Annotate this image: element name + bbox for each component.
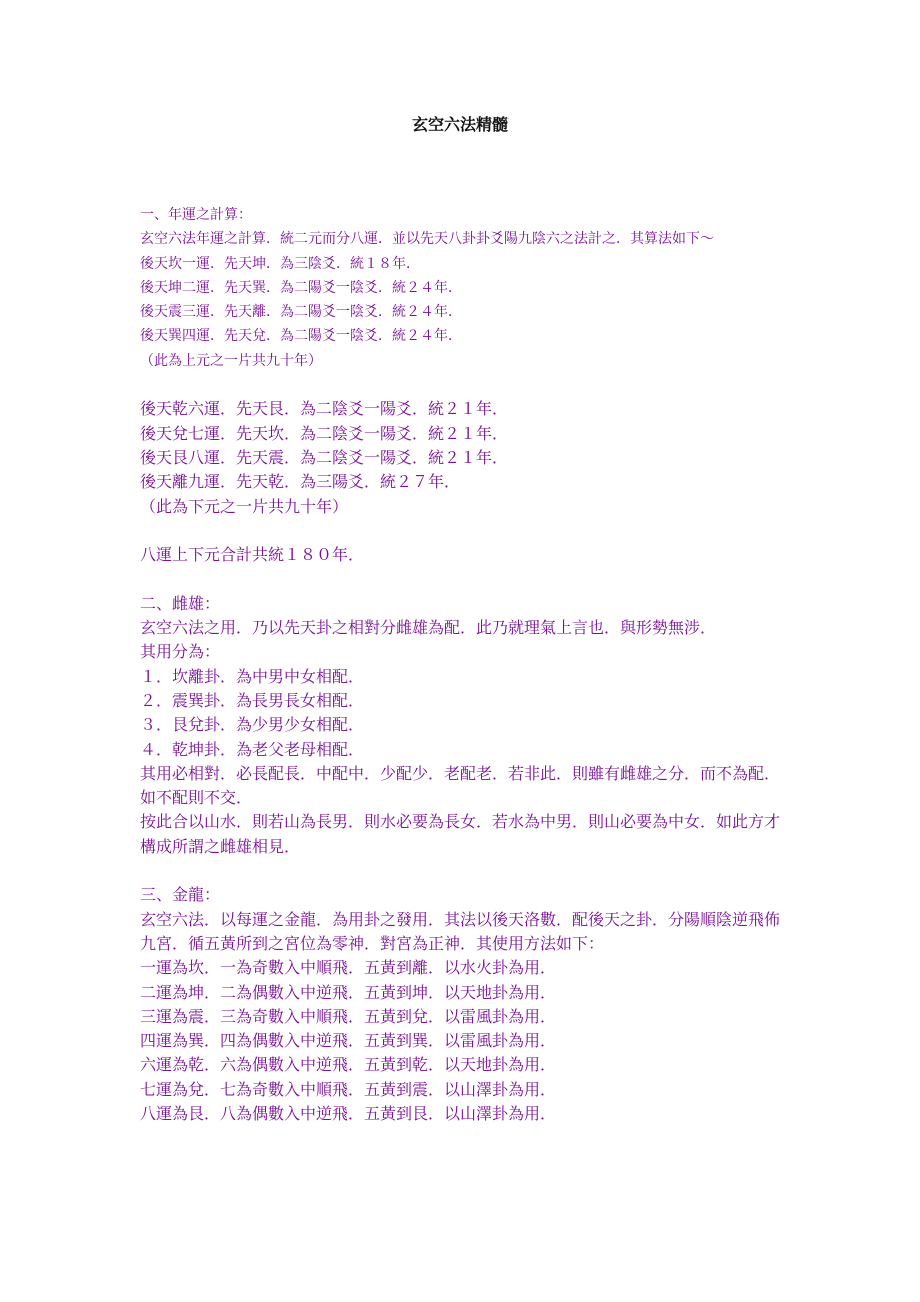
sub-heading: 其用分為：	[140, 642, 221, 662]
list-item: 後天坤二運．先天巽．為二陽爻一陰爻．統２４年．	[140, 279, 462, 296]
note: （此為下元之一片共九十年）	[140, 496, 349, 516]
list-item: 二運為坤．二為偶數入中逆飛．五黃到坤．以天地卦為用．	[140, 982, 557, 1002]
paragraph: 玄空六法之用．乃以先天卦之相對分雌雄為配．此乃就理氣上言也．與形勢無涉．	[140, 618, 717, 638]
section-golden-dragon	[140, 883, 780, 1126]
paragraph: 按此合以山水．則若山為長男．則水必要為長女．若水為中男．則山必要為中女．如此方才構成所謂之雌雄相見．	[140, 812, 781, 856]
document-title: 玄空六法精髓	[411, 115, 508, 134]
list-item: 三運為震．三為奇數入中順飛．五黃到兌．以雷風卦為用．	[140, 1006, 557, 1026]
list-item: 後天兌七運．先天坎．為二陰爻一陽爻．統２１年．	[140, 423, 509, 443]
list-item: 後天艮八運．先天震．為二陰爻一陽爻．統２１年．	[140, 447, 509, 467]
list-item: ４．乾坤卦．為老父老母相配．	[140, 739, 365, 759]
section-heading: 二、雌雄：	[140, 593, 221, 613]
section-male-female	[140, 592, 780, 859]
list-item: 八運為艮．八為偶數入中逆飛．五黃到艮．以山澤卦為用．	[140, 1103, 557, 1123]
list-item: 後天巽四運．先天兌．為二陽爻一陰爻．統２４年．	[140, 328, 462, 345]
list-item: 後天離九運．先天乾．為三陽爻．統２７年．	[140, 472, 461, 492]
section-year-cycle-lower	[140, 397, 780, 567]
paragraph: 八運上下元合計共統１８０年．	[140, 545, 365, 565]
list-item: 一運為坎．一為奇數入中順飛．五黃到離．以水火卦為用．	[140, 958, 557, 978]
list-item: ３．艮兌卦．為少男少女相配．	[140, 715, 365, 735]
paragraph: 其用必相對．必長配長．中配中．少配少．老配老．若非此．則雖有雌雄之分．而不為配．如不配則不交．	[140, 763, 781, 808]
list-item: １．坎離卦．為中男中女相配．	[140, 666, 365, 686]
section-heading: 一、年運之計算：	[140, 207, 252, 223]
blank-line	[140, 859, 780, 883]
blank-line	[140, 519, 780, 543]
note: （此為上元之一片共九十年）	[140, 352, 322, 369]
section-year-cycle	[140, 203, 780, 373]
paragraph: 玄空六法年運之計算．統二元而分八運．並以先天八卦卦爻陽九陰六之法計之．其算法如下～	[140, 231, 714, 248]
list-item: 後天坎一運．先天坤．為三陰爻．統１８年．	[140, 255, 420, 272]
list-item: 後天乾六運．先天艮．為二陰爻一陽爻．統２１年．	[140, 399, 509, 419]
paragraph: 玄空六法．以每運之金龍．為用卦之發用．其法以後天洛數．配後天之卦．分陽順陰逆飛佈九宮．循五黃所到之宮位為零神．對宮為正神．其使用方法如下：	[140, 909, 781, 953]
list-item: 六運為乾．六為偶數入中逆飛．五黃到乾．以天地卦為用．	[140, 1055, 557, 1075]
list-item: 後天震三運．先天離．為二陽爻一陰爻．統２４年．	[140, 304, 462, 321]
list-item: ２．震巽卦．為長男長女相配．	[140, 690, 365, 710]
list-item: 七運為兌．七為奇數入中順飛．五黃到震．以山澤卦為用．	[140, 1079, 557, 1099]
list-item: 四運為巽．四為偶數入中逆飛．五黃到巽．以雷風卦為用．	[140, 1031, 557, 1051]
blank-line	[140, 373, 780, 397]
section-heading: 三、金龍：	[140, 885, 221, 905]
blank-line	[140, 567, 780, 591]
document-body	[140, 203, 780, 1126]
